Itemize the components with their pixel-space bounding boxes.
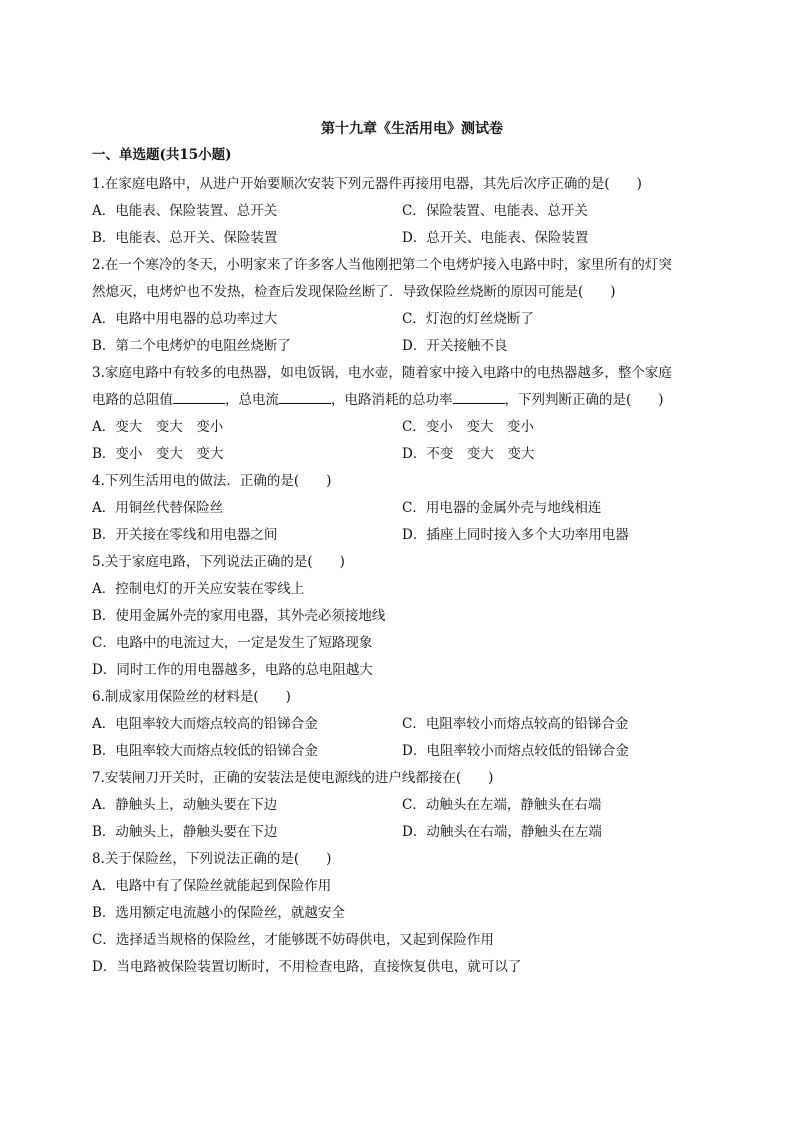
option-d: D．总开关、电能表、保险装置 [402, 230, 589, 246]
option-a: A．静触头上，动触头要在下边 [92, 797, 278, 813]
option-row [92, 495, 712, 522]
question-5 [92, 549, 712, 684]
option-d: D．插座上同时接入多个大功率用电器 [402, 527, 629, 543]
option-b: B．电阻率较大而熔点较低的铅锑合金 [92, 743, 318, 759]
stem-text: 电路的总阻值 [92, 392, 173, 408]
option-b: B．电能表、总开关、保险装置 [92, 230, 278, 246]
option-d: D．电阻率较小而熔点较低的铅锑合金 [402, 743, 629, 759]
question-stem: 1.在家庭电路中，从进户开始要顺次安装下列元器件再接用电器，其先后次序正确的是( ) [92, 176, 642, 192]
answer-blank[interactable] [173, 389, 225, 404]
option-row [92, 225, 712, 252]
option-b: B．开关接在零线和用电器之间 [92, 527, 278, 543]
answer-blank[interactable] [279, 389, 331, 404]
option-d: D．动触头在右端，静触头在左端 [402, 824, 602, 840]
option-d: D．开关接触不良 [402, 338, 508, 354]
question-stem-line-2: 然熄灭，电烤炉也不发热，检查后发现保险丝断了．导致保险丝烧断的原因可能是( ) [92, 284, 616, 300]
option-b: B．变小 变大 变大 [92, 446, 224, 462]
option-row [92, 522, 712, 549]
option-row [92, 711, 712, 738]
question-stem: 4.下列生活用电的做法．正确的是( ) [92, 473, 332, 489]
option-b: B．第二个电烤炉的电阻丝烧断了 [92, 338, 291, 354]
answer-blank[interactable] [453, 389, 505, 404]
option-b: B．选用额定电流越小的保险丝，就越安全 [92, 905, 345, 921]
option-c: C．变小 变大 变小 [402, 419, 534, 435]
option-row [92, 333, 712, 360]
option-d: D．当电路被保险装置切断时，不用检查电路，直接恢复供电，就可以了 [92, 959, 522, 975]
option-b: B．使用金属外壳的家用电器，其外壳必须接地线 [92, 608, 386, 624]
option-a: A．电阻率较大而熔点较高的铅锑合金 [92, 716, 318, 732]
question-stem: 7.安装闸刀开关时，正确的安装法是使电源线的进户线都接在( ) [92, 770, 494, 786]
question-stem-line-1: 3.家庭电路中有较多的电热器，如电饭锅，电水壶，随着家中接入电路中的电热器越多，整个家庭 [92, 365, 672, 381]
option-c: C．保险装置、电能表、总开关 [402, 203, 588, 219]
question-8 [92, 846, 712, 981]
option-b: B．动触头上，静触头要在下边 [92, 824, 278, 840]
option-row [92, 738, 712, 765]
option-a: A．用铜丝代替保险丝 [92, 500, 224, 516]
question-stem-line-2 [92, 387, 712, 414]
question-3 [92, 360, 712, 468]
test-paper [92, 118, 712, 981]
option-a: A．变大 变大 变小 [92, 419, 224, 435]
option-c: C．动触头在左端，静触头在右端 [402, 797, 602, 813]
option-row [92, 819, 712, 846]
option-a: A．控制电灯的开关应安装在零线上 [92, 581, 305, 597]
option-d: D．不变 变大 变大 [402, 446, 535, 462]
option-row [92, 198, 712, 225]
option-row [92, 792, 712, 819]
option-a: A．电路中用电器的总功率过大 [92, 311, 278, 327]
question-stem-line-1: 2.在一个寒冷的冬天，小明家来了许多客人当他刚把第二个电烤炉接入电路中时，家里所有的灯突 [92, 257, 672, 273]
option-row [92, 441, 712, 468]
question-stem: 6.制成家用保险丝的材料是( ) [92, 689, 291, 705]
question-2 [92, 252, 712, 360]
option-a: A．电路中有了保险丝就能起到保险作用 [92, 878, 332, 894]
option-a: A．电能表、保险装置、总开关 [92, 203, 278, 219]
question-stem: 5.关于家庭电路，下列说法正确的是( ) [92, 554, 345, 570]
option-c: C．选择适当规格的保险丝，才能够既不妨碍供电，又起到保险作用 [92, 932, 494, 948]
option-c: C．用电器的金属外壳与地线相连 [402, 500, 602, 516]
question-1 [92, 171, 712, 252]
question-7 [92, 765, 712, 846]
option-c: C．电路中的电流过大，一定是发生了短路现象 [92, 635, 373, 651]
option-d: D．同时工作的用电器越多，电路的总电阻越大 [92, 662, 373, 678]
option-c: C．电阻率较小而熔点较高的铅锑合金 [402, 716, 629, 732]
option-c: C．灯泡的灯丝烧断了 [402, 311, 534, 327]
question-6 [92, 684, 712, 765]
page-title: 第十九章《生活用电》测试卷 [321, 121, 503, 137]
stem-text: ，电路消耗的总功率 [331, 392, 453, 408]
option-row [92, 306, 712, 333]
question-4 [92, 468, 712, 549]
option-row [92, 414, 712, 441]
question-stem: 8.关于保险丝，下列说法正确的是( ) [92, 851, 332, 867]
stem-text: ，总电流 [225, 392, 279, 408]
stem-text: ，下列判断正确的是( ) [504, 392, 664, 408]
section-heading: 一、单选题(共15小题) [92, 147, 232, 163]
